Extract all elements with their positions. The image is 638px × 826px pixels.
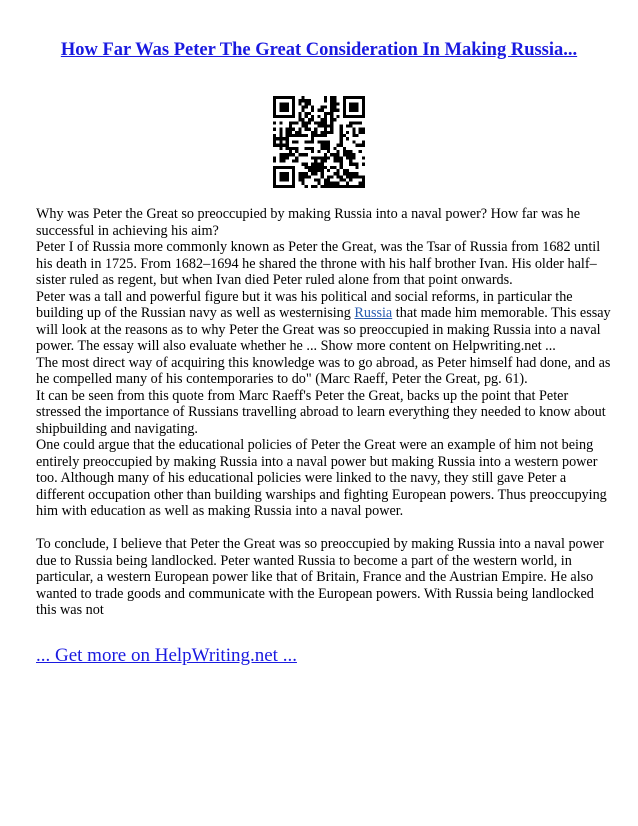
paragraph: Peter I of Russia more commonly known as Peter the Great, was the Tsar of Russia from 1682 until his death in 1725. From 1682–1694 he shared the throne with his half brother Ivan. His older half–sister ruled as regent, but when Ivan died Peter ruled alone from that point onwards.	[36, 239, 601, 288]
paragraph	[36, 289, 612, 355]
paragraph: Why was Peter the Great so preoccupied by making Russia into a naval power? How far was he successful in achieving his aim?	[36, 206, 581, 239]
paragraph: One could argue that the educational policies of Peter the Great were an example of him not being entirely preoccupied by making Russia into a naval power but making Russia into a western power too. Although many of his educational policies were linked to the navy, they still gave Peter a different occupation other than building warships and fighting European powers. Thus preoccupying him with education as well as making Russia into a naval power.	[36, 437, 607, 519]
paragraph: The most direct way of acquiring this knowledge was to go abroad, as Peter himself had done, and as he compelled many of his contemporaries to do" (Marc Raeff, Peter the Great, pg. 61).	[36, 354, 611, 387]
russia-link[interactable]: Russia	[354, 305, 393, 321]
document-body	[36, 206, 612, 619]
get-more-link[interactable]: ... Get more on HelpWriting.net ...	[36, 645, 297, 666]
qr-code-icon	[273, 96, 365, 188]
paragraph-text: Peter was a tall and powerful figure but it was his political and social reforms, in particular the building up of the Russian navy as well as westernising	[36, 288, 573, 321]
document-title[interactable]: How Far Was Peter The Great Consideration In Making Russia...	[60, 40, 578, 60]
paragraph-text: that made him memorable. This essay will look at the reasons as to why Peter the Great was so preoccupied in making Russia into a naval power. The essay will also evaluate whether he ... Show more content on Helpwriting.net ...	[36, 305, 611, 354]
paragraph: It can be seen from this quote from Marc Raeff's Peter the Great, backs up the point that Peter stressed the importance of Russians travelling abroad to learn everything they needed to know about shipbuilding and navigating.	[36, 387, 606, 437]
paragraph: To conclude, I believe that Peter the Great was so preoccupied by making Russia into a naval power due to Russia being landlocked. Peter wanted Russia to become a part of the western world, in particular, a western European power like that of Britain, France and the Austrian Empire. He also wanted to trade goods and communicate with the European powers. With Russia being landlocked this was not	[36, 536, 604, 618]
